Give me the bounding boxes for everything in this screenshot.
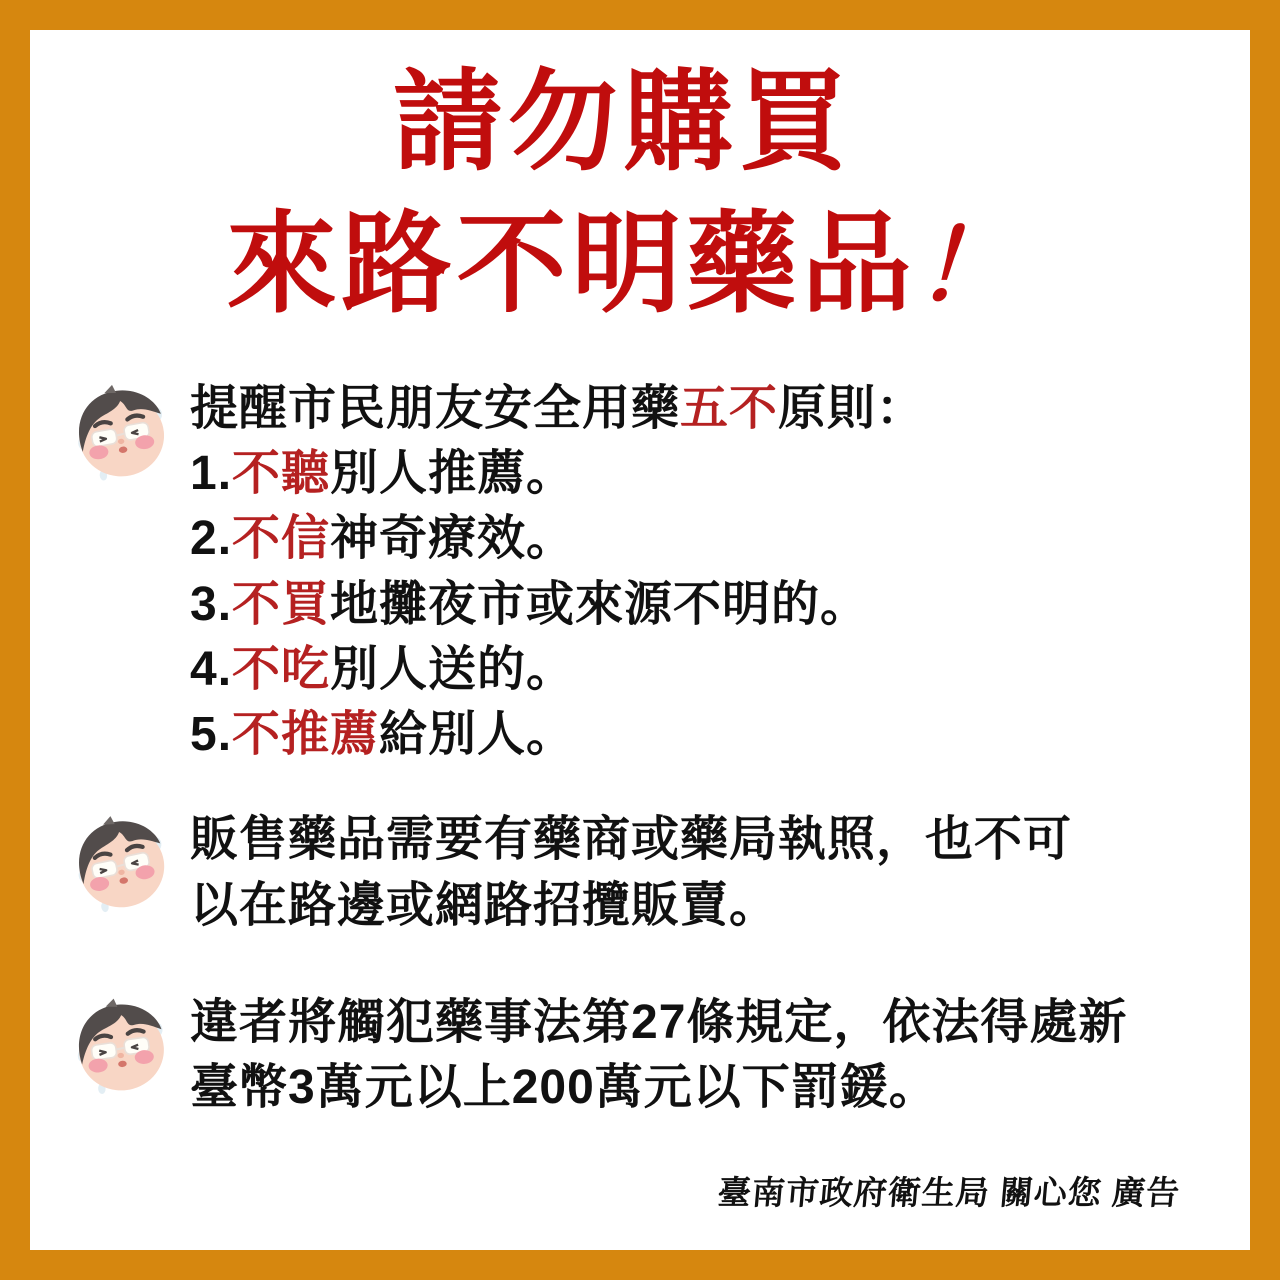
law-text: 違者將觸犯藥事法第27條規定，依法得處新 臺幣3萬元以上200萬元以下罰鍰。 [190, 995, 1128, 1115]
section-license-requirement [66, 807, 1180, 938]
poster-canvas [30, 30, 1250, 1250]
principle-item-4: 4.不吃別人送的。 [190, 642, 576, 696]
title-line-1: 請勿購買 [393, 61, 853, 184]
title-line-2: 來路不明藥品 [226, 202, 917, 326]
highlight-five-nos: 五不 [680, 381, 779, 435]
section-five-principles [66, 376, 1180, 768]
license-text: 販售藥品需要有藥商或藥局執照，也不可 以在路邊或網路招攬販賣。 [190, 813, 1073, 932]
worried-face-icon [66, 378, 172, 484]
section-law-penalty [66, 990, 1180, 1121]
principle-item-2: 2.不信神奇療效。 [190, 512, 576, 566]
footer-credit: 臺南市政府衛生局 關心您 廣告 [715, 1174, 1182, 1211]
poster-title [66, 52, 1180, 336]
principles-text [190, 376, 925, 768]
principle-item-1: 1.不聽別人推薦。 [190, 447, 576, 501]
principles-intro: 提醒市民朋友安全用藥五不原則： [190, 381, 926, 435]
worried-face-icon [66, 809, 172, 915]
worried-face-icon [66, 992, 172, 1098]
principle-item-5: 5.不推薦給別人。 [190, 708, 576, 762]
exclamation-mark: ！ [907, 211, 1036, 321]
principle-item-3: 3.不買地攤夜市或來源不明的。 [190, 577, 870, 631]
